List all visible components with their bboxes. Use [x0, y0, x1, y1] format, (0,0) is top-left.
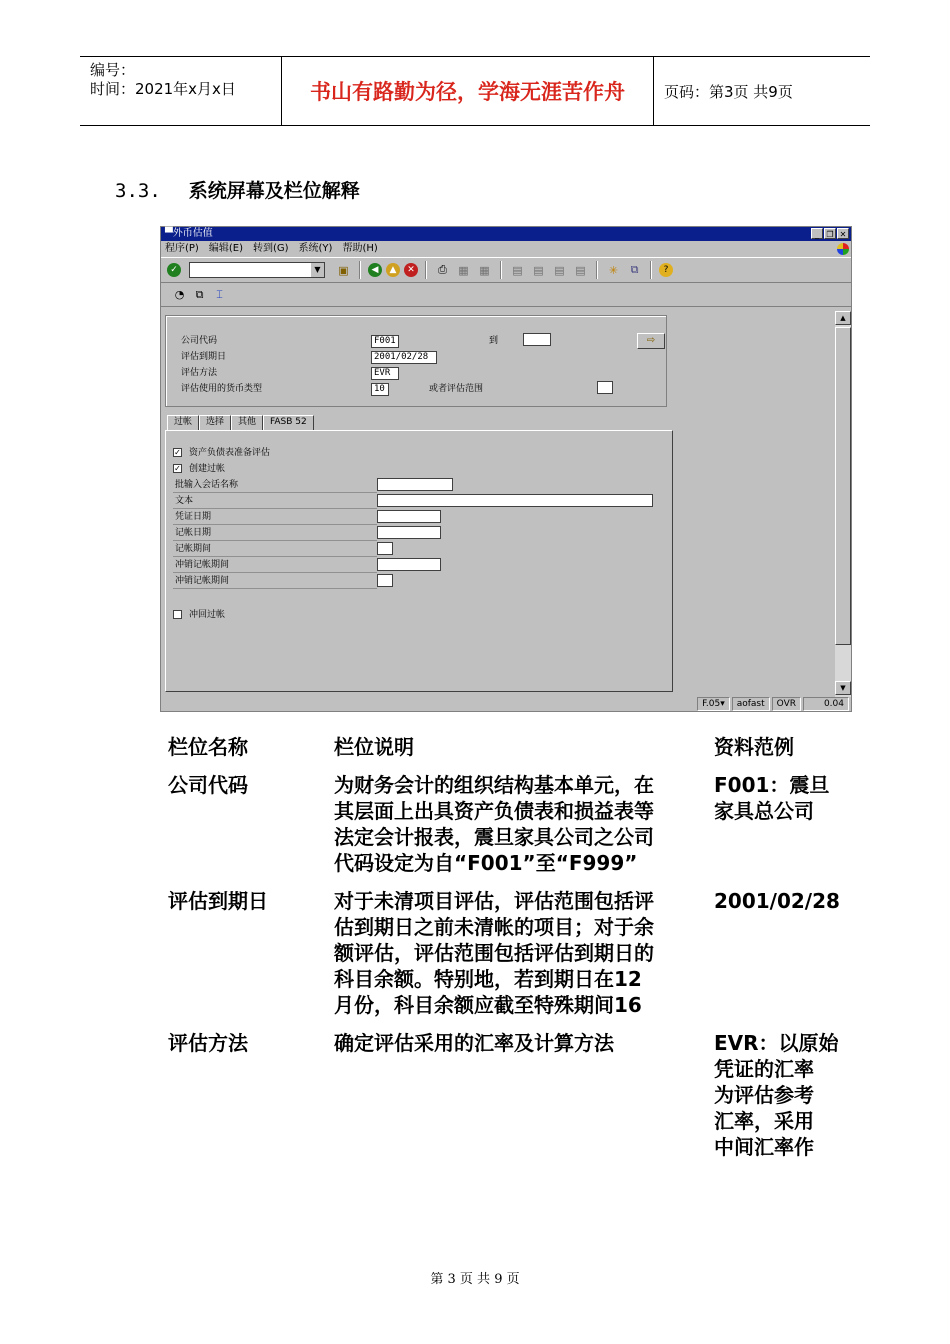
- previous-page-icon[interactable]: ▤: [533, 263, 544, 277]
- toolbar-separator: [359, 261, 361, 279]
- menu-goto[interactable]: 转到(G): [252, 243, 289, 254]
- back-icon[interactable]: ◀: [368, 263, 382, 277]
- menu-edit[interactable]: 编辑(E): [208, 243, 243, 254]
- text-label: 文本: [175, 496, 194, 506]
- help-icon[interactable]: ?: [659, 263, 673, 277]
- first-page-icon[interactable]: ▤: [512, 263, 523, 277]
- exit-icon[interactable]: ▲: [386, 263, 400, 277]
- field-table: [168, 734, 858, 1160]
- currency-type-field[interactable]: 10: [371, 383, 389, 396]
- status-bar: [697, 697, 851, 712]
- menu-system[interactable]: 系统(Y): [298, 243, 333, 254]
- reverse-checkbox[interactable]: [173, 610, 182, 619]
- batch-session-field[interactable]: [377, 478, 453, 491]
- create-postings-label: 创建过帐: [189, 464, 226, 474]
- section-number: 3.3.: [115, 180, 161, 202]
- field-desc: [334, 1030, 714, 1160]
- enter-icon[interactable]: ✓: [167, 263, 181, 277]
- reverse-label: 冲回过帐: [189, 610, 226, 620]
- save-icon[interactable]: ▣: [338, 263, 349, 277]
- status-time: 0.04: [803, 697, 849, 711]
- example-line: 凭证的汇率: [714, 1057, 814, 1081]
- toolbar-separator: [596, 261, 598, 279]
- tab-strip: [167, 415, 314, 430]
- menu-bar: [161, 241, 851, 257]
- table-header: [168, 734, 858, 760]
- number-label: 编号：: [90, 61, 136, 79]
- desc-line: 法定会计报表，震旦家具公司之公司: [334, 825, 654, 849]
- multiple-selection-button[interactable]: [637, 333, 665, 349]
- chevron-down-icon[interactable]: ▼: [311, 263, 324, 277]
- row-divider: [173, 492, 377, 493]
- row-divider: [173, 524, 377, 525]
- header-example: 资料范例: [714, 735, 794, 759]
- method-label: 评估方法: [181, 368, 218, 378]
- section-title-text: 系统屏幕及栏位解释: [188, 180, 360, 202]
- window-icon: ▀: [165, 228, 173, 239]
- last-page-icon[interactable]: ▤: [575, 263, 586, 277]
- header-field-desc: 栏位说明: [334, 735, 414, 759]
- field-example: [714, 888, 858, 1018]
- desc-line: 代码设定为自“F001”至“F999”: [334, 851, 638, 875]
- field-example: [714, 1030, 858, 1160]
- row-divider: [173, 556, 377, 557]
- status-mode: OVR: [772, 697, 801, 711]
- example-line: 中间汇率作: [714, 1135, 814, 1159]
- balance-sheet-label: 资产负债表准备评估: [189, 448, 271, 458]
- posting-date-field[interactable]: [377, 526, 441, 539]
- posting-period-label: 记帐期间: [175, 544, 212, 554]
- posting-date-label: 记帐日期: [175, 528, 212, 538]
- field-name: 评估方法: [168, 1031, 248, 1055]
- table-row: [168, 1030, 858, 1160]
- row-divider: [173, 540, 377, 541]
- table-row: [168, 772, 858, 876]
- text-field[interactable]: [377, 494, 653, 507]
- arrow-right-icon: ⇨: [646, 335, 656, 346]
- sap-window: [160, 226, 852, 712]
- tab-other[interactable]: 其他: [231, 415, 263, 430]
- row-divider: [173, 588, 377, 589]
- or-scope-label: 或者评估范围: [429, 384, 484, 394]
- triangle-down-icon: ▾: [720, 699, 725, 709]
- batch-session-label: 批输入会话名称: [175, 480, 239, 490]
- toolbar-separator: [650, 261, 652, 279]
- reversal-date-field[interactable]: [377, 558, 441, 571]
- example-line: 为评估参考: [714, 1083, 814, 1107]
- reversal-period-field[interactable]: [377, 574, 393, 587]
- scroll-up-icon[interactable]: ▲: [835, 311, 851, 325]
- tab-fasb52[interactable]: FASB 52: [263, 415, 314, 430]
- field-example: [714, 772, 858, 876]
- desc-line: 估到期日之前未清帐的项目；对于余: [334, 915, 654, 939]
- status-transaction[interactable]: [697, 697, 730, 711]
- header-motto: 书山有路勤为径，学海无涯苦作舟: [281, 57, 654, 125]
- header-meta: [80, 57, 281, 125]
- row-divider: [173, 508, 377, 509]
- shortcut-icon[interactable]: ⧉: [630, 263, 639, 276]
- currency-type-label: 评估使用的货币类型: [181, 384, 263, 394]
- desc-line: 科目余额。特别地，若到期日在12: [334, 967, 642, 991]
- toolbar-separator: [500, 261, 502, 279]
- reversal-period-label: 冲销记帐期间: [175, 576, 230, 586]
- example-line: F001：震旦: [714, 773, 830, 797]
- cancel-icon[interactable]: ✕: [404, 263, 418, 277]
- standard-toolbar: [161, 257, 851, 283]
- toolbar-separator: [425, 261, 427, 279]
- page-footer: 第 3 页 共 9 页: [430, 1272, 520, 1287]
- desc-line: 月份，科目余额应截至特殊期间16: [334, 993, 642, 1017]
- vertical-scrollbar[interactable]: [835, 311, 851, 697]
- scroll-thumb[interactable]: [835, 327, 851, 645]
- desc-line: 对于未清项目评估，评估范围包括评: [334, 889, 654, 913]
- row-divider: [173, 572, 377, 573]
- window-controls: [811, 228, 849, 239]
- key-date-label: 评估到期日: [181, 352, 227, 362]
- table-row: [168, 888, 858, 1018]
- sap-logo-icon: [837, 243, 849, 255]
- tab-selection[interactable]: 选择: [199, 415, 231, 430]
- company-code-field[interactable]: F001: [371, 335, 399, 348]
- page-header: [80, 56, 870, 126]
- field-name: 公司代码: [168, 773, 248, 797]
- desc-line: 额评估，评估范围包括评估到期日的: [334, 941, 654, 965]
- status-server: aofast: [732, 697, 770, 711]
- doc-date-field[interactable]: [377, 510, 441, 523]
- time-label: 时间：2021年x月x日: [90, 80, 236, 98]
- method-field[interactable]: EVR: [371, 367, 399, 380]
- header-page-label: 页码：第3页 共9页: [664, 82, 793, 101]
- company-code-to-field[interactable]: [523, 333, 551, 346]
- posting-period-field[interactable]: [377, 542, 393, 555]
- field-desc: [334, 772, 714, 876]
- example-line: 家具总公司: [714, 799, 814, 823]
- minimize-button[interactable]: _: [811, 228, 823, 239]
- doc-date-label: 凭证日期: [175, 512, 212, 522]
- desc-line: 为财务会计的组织结构基本单元，在: [334, 773, 654, 797]
- selection-screen: [161, 311, 835, 697]
- section-title: [115, 176, 360, 203]
- print-icon[interactable]: ⎙: [438, 263, 447, 276]
- selection-options-icon[interactable]: ⌶: [216, 287, 223, 301]
- window-title: 外币估值: [172, 228, 213, 239]
- company-code-label: 公司代码: [181, 336, 218, 346]
- tab-posting[interactable]: 过帐: [167, 415, 199, 430]
- balance-sheet-checkbox[interactable]: ✓: [174, 448, 181, 457]
- find-next-icon[interactable]: ▦: [479, 263, 490, 277]
- menu-program[interactable]: 程序(P): [165, 243, 199, 254]
- window-titlebar: [161, 227, 851, 241]
- example-line: 2001/02/28: [714, 889, 840, 913]
- to-label: 到: [489, 336, 499, 346]
- restore-button[interactable]: ❐: [824, 228, 836, 239]
- close-button[interactable]: ✕: [837, 228, 849, 239]
- command-field[interactable]: [189, 262, 325, 278]
- example-line: EVR：以原始: [714, 1031, 839, 1055]
- example-line: 汇率，采用: [714, 1109, 814, 1133]
- status-transaction-text: F.05: [702, 699, 721, 709]
- menu-help[interactable]: 帮助(H): [342, 243, 378, 254]
- scroll-down-icon[interactable]: ▼: [835, 681, 851, 695]
- get-variant-icon[interactable]: ⧉: [195, 287, 204, 301]
- new-session-icon[interactable]: ✳: [608, 263, 619, 277]
- next-page-icon[interactable]: ▤: [554, 263, 565, 277]
- header-field-name: 栏位名称: [168, 735, 248, 759]
- field-desc: [334, 888, 714, 1018]
- find-icon[interactable]: ▦: [458, 263, 469, 277]
- key-date-field[interactable]: 2001/02/28: [371, 351, 437, 364]
- application-toolbar: [161, 283, 851, 307]
- execute-icon[interactable]: ◔: [174, 288, 185, 301]
- desc-line: 确定评估采用的汇率及计算方法: [334, 1031, 614, 1055]
- create-postings-checkbox[interactable]: ✓: [174, 464, 181, 473]
- reversal-date-label: 冲销记帐期间: [175, 560, 230, 570]
- desc-line: 其层面上出具资产负债表和损益表等: [334, 799, 654, 823]
- scope-field[interactable]: [597, 381, 613, 394]
- field-name: 评估到期日: [168, 889, 268, 913]
